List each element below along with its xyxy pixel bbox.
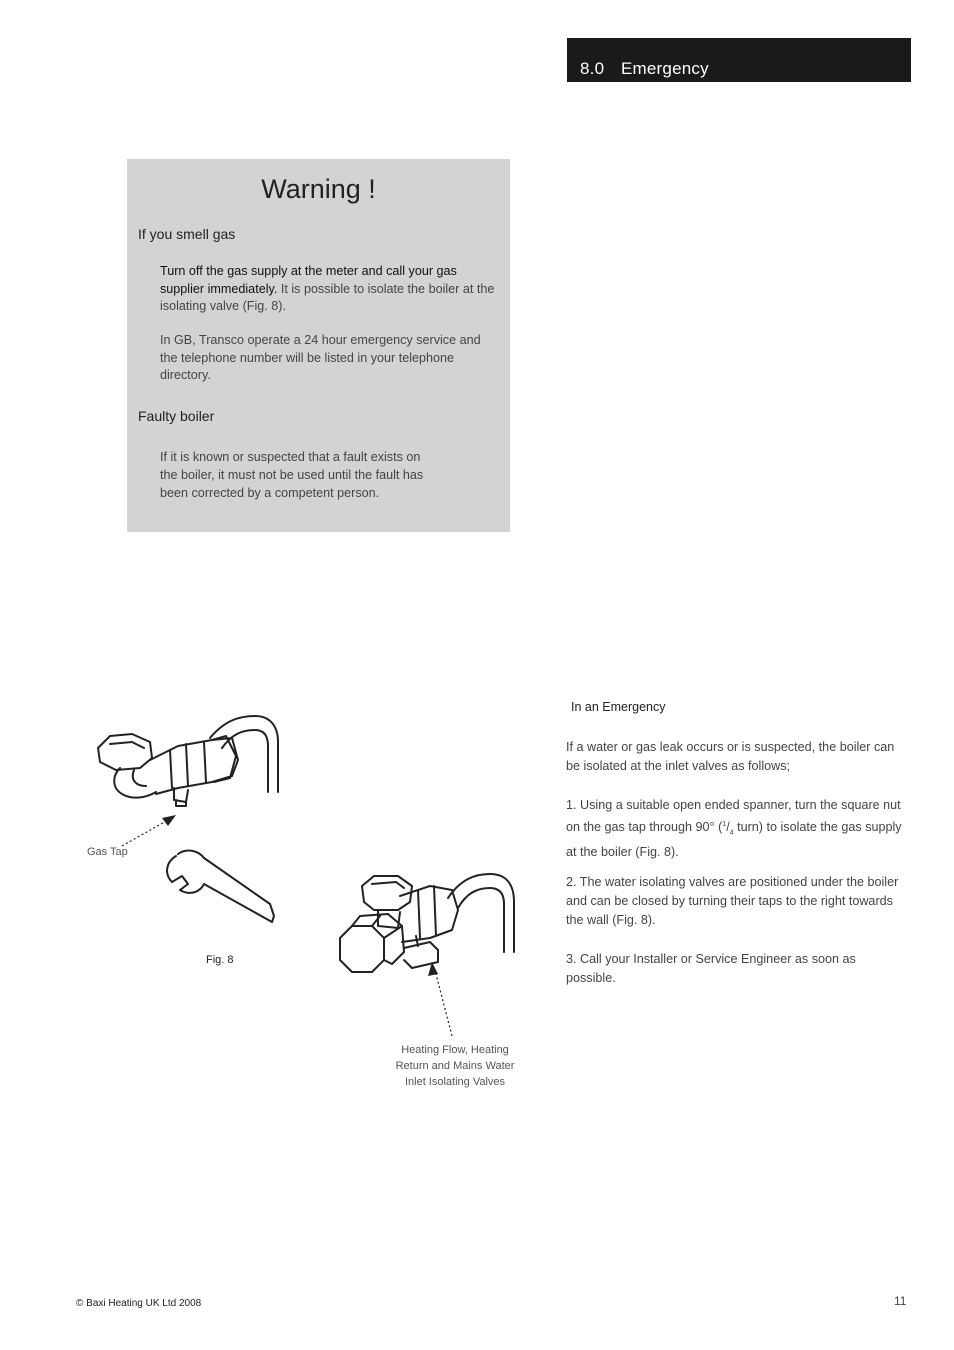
- water-valve-drawing: [340, 874, 514, 972]
- fraction-numerator: 1: [722, 821, 727, 828]
- valves-label: [380, 1042, 530, 1090]
- gas-tap-label: Gas Tap: [87, 846, 128, 858]
- transco-paragraph: In GB, Transco operate a 24 hour emergency service and the telephone number will be listed in your telephone directory.: [160, 333, 481, 382]
- fig-8-illustration: [0, 690, 560, 1100]
- smell-gas-isolate-note: It is possible to isolate the boiler at the isolating valve (Fig. 8).: [160, 281, 495, 313]
- page-number: 11: [894, 1294, 907, 1308]
- emergency-step-2: 2. The water isolating valves are positioned under the boiler and can be closed by turning their taps to the right towards the wall (Fig. 8).: [566, 875, 899, 927]
- faulty-boiler-heading: Faulty boiler: [138, 408, 215, 424]
- emergency-step-1: 1. Using a suitable open ended spanner, turn the square nut on the gas tap through 90° ($^1/_4$ turn) to isolate the gas supply at the boiler (Fig. 8).: [566, 798, 902, 859]
- valves-label-line-2: Return and Mains Water: [395, 1060, 515, 1072]
- emergency-step-3: 3. Call your Installer or Service Engineer as soon as possible.: [566, 952, 856, 985]
- spanner-drawing: [167, 851, 274, 922]
- copyright-notice: © Baxi Heating UK Ltd 2008: [76, 1298, 202, 1309]
- emergency-intro: If a water or gas leak occurs or is suspected, the boiler can be isolated at the inlet valves as follows;: [566, 740, 895, 773]
- gas-tap-drawing: [98, 716, 278, 806]
- valves-label-line-1: Heating Flow, Heating: [401, 1044, 509, 1056]
- section-title: Emergency: [621, 59, 709, 78]
- fraction-denominator: 4: [729, 829, 734, 837]
- warning-box: [127, 159, 510, 532]
- gas-tap-arrowhead: [162, 815, 176, 826]
- faulty-boiler-paragraph: If it is known or suspected that a fault exists on the boiler, it must not be used until the fault has been corrected by a competent person.: [160, 450, 424, 500]
- section-header-bar: [567, 38, 911, 82]
- warning-title: Warning !: [261, 174, 376, 204]
- smell-gas-paragraph: [160, 263, 495, 316]
- gas-tap-leader-line: [122, 820, 168, 846]
- step-1-text-b: turn) to isolate the gas supply at the boiler (Fig. 8).: [566, 820, 902, 859]
- step-1-text-a: 1. Using a suitable open ended spanner, turn the square nut on the gas tap through 90° (: [566, 798, 901, 835]
- section-number: 8.0: [580, 59, 605, 78]
- smell-gas-heading: If you smell gas: [138, 226, 236, 242]
- fig-8-label: Fig. 8: [206, 954, 234, 966]
- smell-gas-instruction: Turn off the gas supply at the meter and call your gas supplier immediately.: [160, 264, 457, 296]
- valves-label-line-3: Inlet Isolating Valves: [404, 1076, 506, 1088]
- emergency-heading: In an Emergency: [571, 700, 666, 714]
- valves-leader-line: [436, 974, 452, 1036]
